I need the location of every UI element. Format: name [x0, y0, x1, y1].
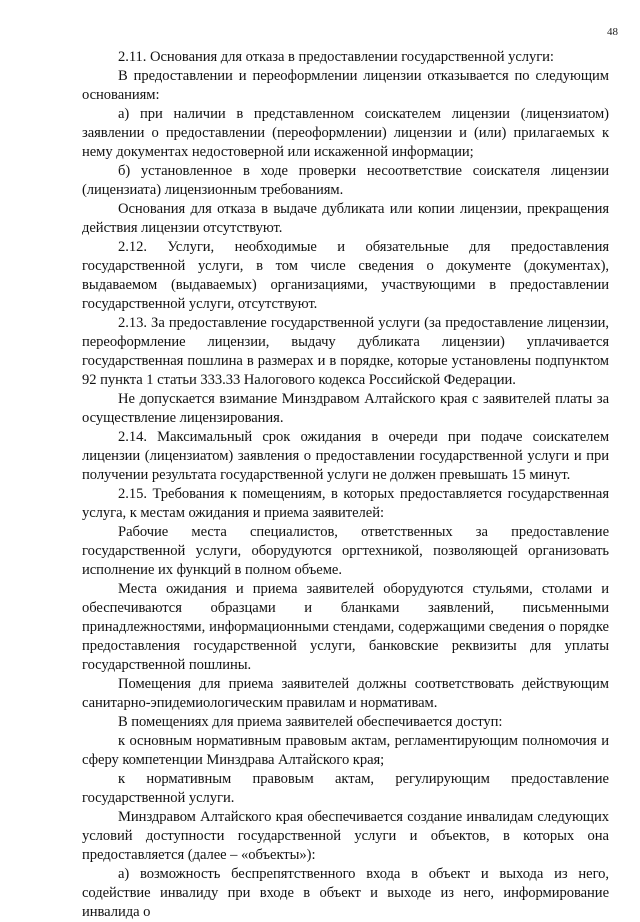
paragraph: В предоставлении и переоформлении лицензии отказывается по следующим основаниям: [82, 68, 609, 103]
paragraph: к основным нормативным правовым актам, регламентирующим полномочия и сферу компетенции Минздрава Алтайского края; [82, 733, 609, 768]
paragraph: б) установленное в ходе проверки несоответствие соискателя лицензии (лицензиата) лицензионным требованиям. [82, 163, 609, 198]
paragraph: 2.13. За предоставление государственной услуги (за предоставление лицензии, переоформление лицензии, выдачу дубликата лицензии) уплачивается государственная пошлина в размерах и в порядке, которые установлены подпунктом 92 пункта 1 статьи 333.33 Налогового кодекса Российской Федерации. [82, 315, 609, 388]
paragraph: 2.14. Максимальный срок ожидания в очереди при подаче соискателем лицензии (лицензиатом) заявления о предоставлении государственной услуги и при получении результата государственной услуги не должен превышать 15 минут. [82, 429, 609, 483]
paragraph: а) при наличии в представленном соискателем лицензии (лицензиатом) заявлении о предоставлении (переоформлении) лицензии и (или) прилагаемых к нему документах недостоверной или искаженной информации; [82, 106, 609, 160]
paragraph: 2.11. Основания для отказа в предоставлении государственной услуги: [118, 49, 554, 65]
paragraph: Не допускается взимание Минздравом Алтайского края с заявителей платы за осуществление лицензирования. [82, 391, 609, 426]
paragraph: В помещениях для приема заявителей обеспечивается доступ: [118, 714, 503, 730]
paragraph: 2.12. Услуги, необходимые и обязательные для предоставления государственной услуги, в том числе сведения о документе (документах), выдаваемом (выдаваемых) организациями, участвующими в предоставлении государственной услуги, отсутствуют. [82, 239, 609, 312]
paragraph: к нормативным правовым актам, регулирующим предоставление государственной услуги. [82, 771, 609, 806]
paragraph: Рабочие места специалистов, ответственных за предоставление государственной услуги, оборудуются оргтехникой, позволяющей организовать исполнение их функций в полном объеме. [82, 524, 609, 578]
page-number: 48 [607, 26, 618, 38]
paragraph: а) возможность беспрепятственного входа в объект и выхода из него, содействие инвалиду при входе в объект и выходе из него, информирование инвалида о [82, 866, 609, 920]
document-body [82, 48, 609, 922]
paragraph: Минздравом Алтайского края обеспечивается создание инвалидам следующих условий доступности государственной услуги и объектов, в которых она предоставляется (далее – «объекты»): [82, 809, 609, 863]
paragraph: Места ожидания и приема заявителей оборудуются стульями, столами и обеспечиваются образцами и бланками заявлений, письменными принадлежностями, информационными стендами, содержащими сведения о порядке предоставления государственной услуги, банковские реквизиты для уплаты государственной пошлины. [82, 581, 609, 673]
paragraph: Помещения для приема заявителей должны соответствовать действующим санитарно-эпидемиологическим правилам и нормативам. [82, 676, 609, 711]
paragraph: Основания для отказа в выдаче дубликата или копии лицензии, прекращения действия лицензии отсутствуют. [82, 201, 609, 236]
paragraph: 2.15. Требования к помещениям, в которых предоставляется государственная услуга, к местам ожидания и приема заявителей: [82, 486, 609, 521]
